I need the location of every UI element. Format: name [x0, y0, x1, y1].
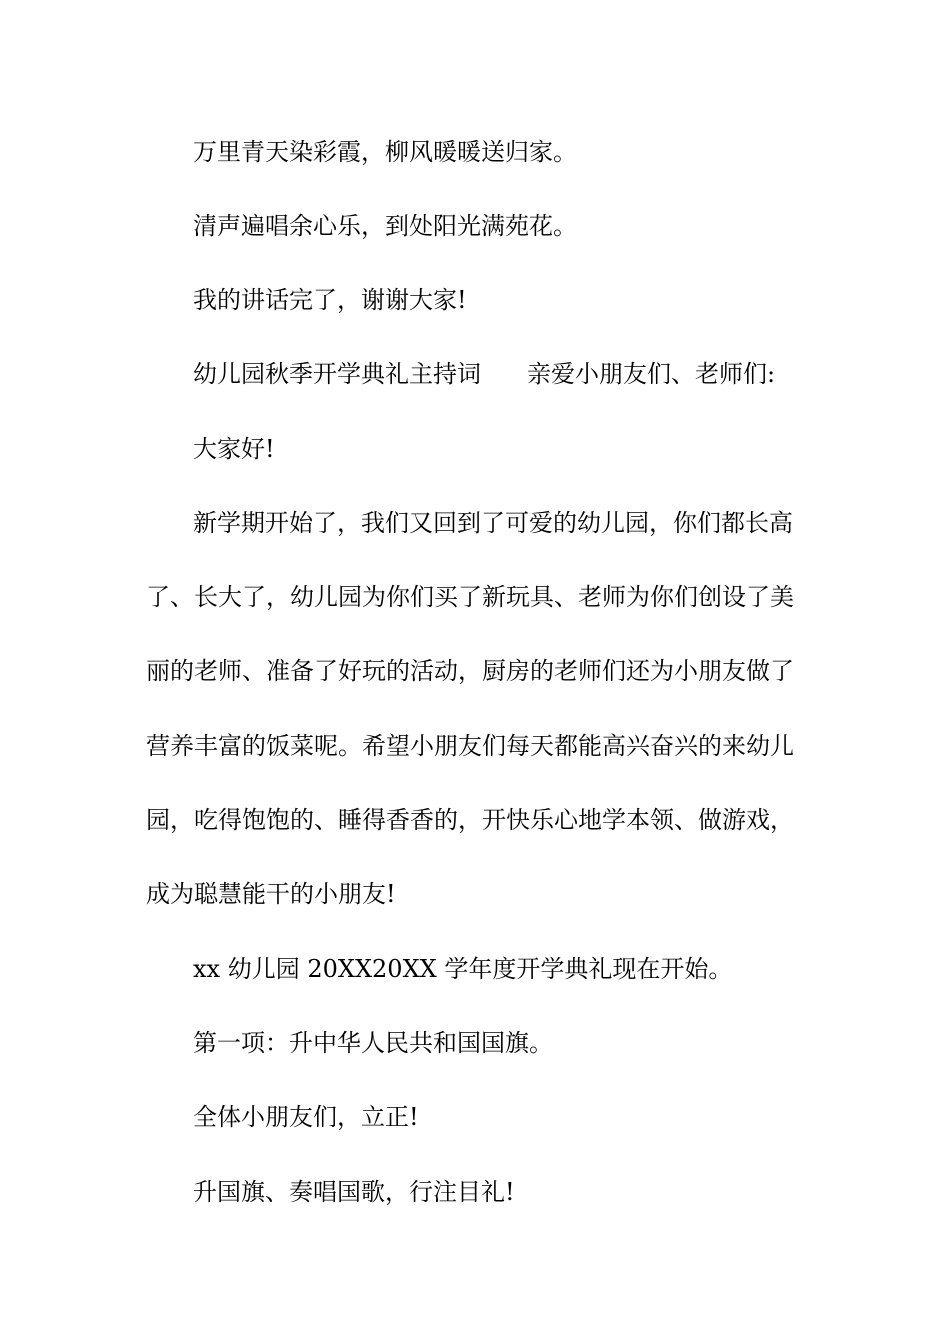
greeting: 大家好! [193, 435, 275, 463]
poem-line-1: 万里青天染彩霞，柳风暖暖送归家。 [193, 138, 577, 166]
body-paragraph-line-1: 新学期开始了，我们又回到了可爱的幼儿园，你们都长高 [193, 509, 793, 537]
instruction-flag-raising: 升国旗、奏唱国歌，行注目礼! [193, 1178, 515, 1206]
body-paragraph-line-2: 了、长大了，幼儿园为你们买了新玩具、老师为你们创设了美 [146, 583, 794, 611]
body-paragraph-line-5: 园，吃得饱饱的、睡得香香的，开快乐心地学本领、做游戏， [146, 806, 794, 834]
ceremony-announcement: xx 幼儿园 20XX20XX 学年度开学典礼现在开始。 [193, 955, 733, 983]
salutation: 亲爱小朋友们、老师们: [527, 360, 776, 388]
instruction-attention: 全体小朋友们，立正! [193, 1103, 419, 1131]
body-paragraph-line-6: 成为聪慧能干的小朋友! [146, 880, 396, 908]
agenda-item-1: 第一项：升中华人民共和国国旗。 [193, 1029, 553, 1057]
poem-line-2: 清声遍唱余心乐，到处阳光满苑花。 [193, 212, 577, 240]
body-paragraph-line-4: 营养丰富的饭菜呢。希望小朋友们每天都能高兴奋兴的来幼儿 [146, 732, 794, 760]
section-heading-line [193, 362, 775, 386]
body-paragraph-line-3: 丽的老师、准备了好玩的活动，厨房的老师们还为小朋友做了 [146, 657, 794, 685]
section-title: 幼儿园秋季开学典礼主持词 [193, 360, 481, 388]
closing-remark: 我的讲话完了，谢谢大家! [193, 286, 467, 314]
